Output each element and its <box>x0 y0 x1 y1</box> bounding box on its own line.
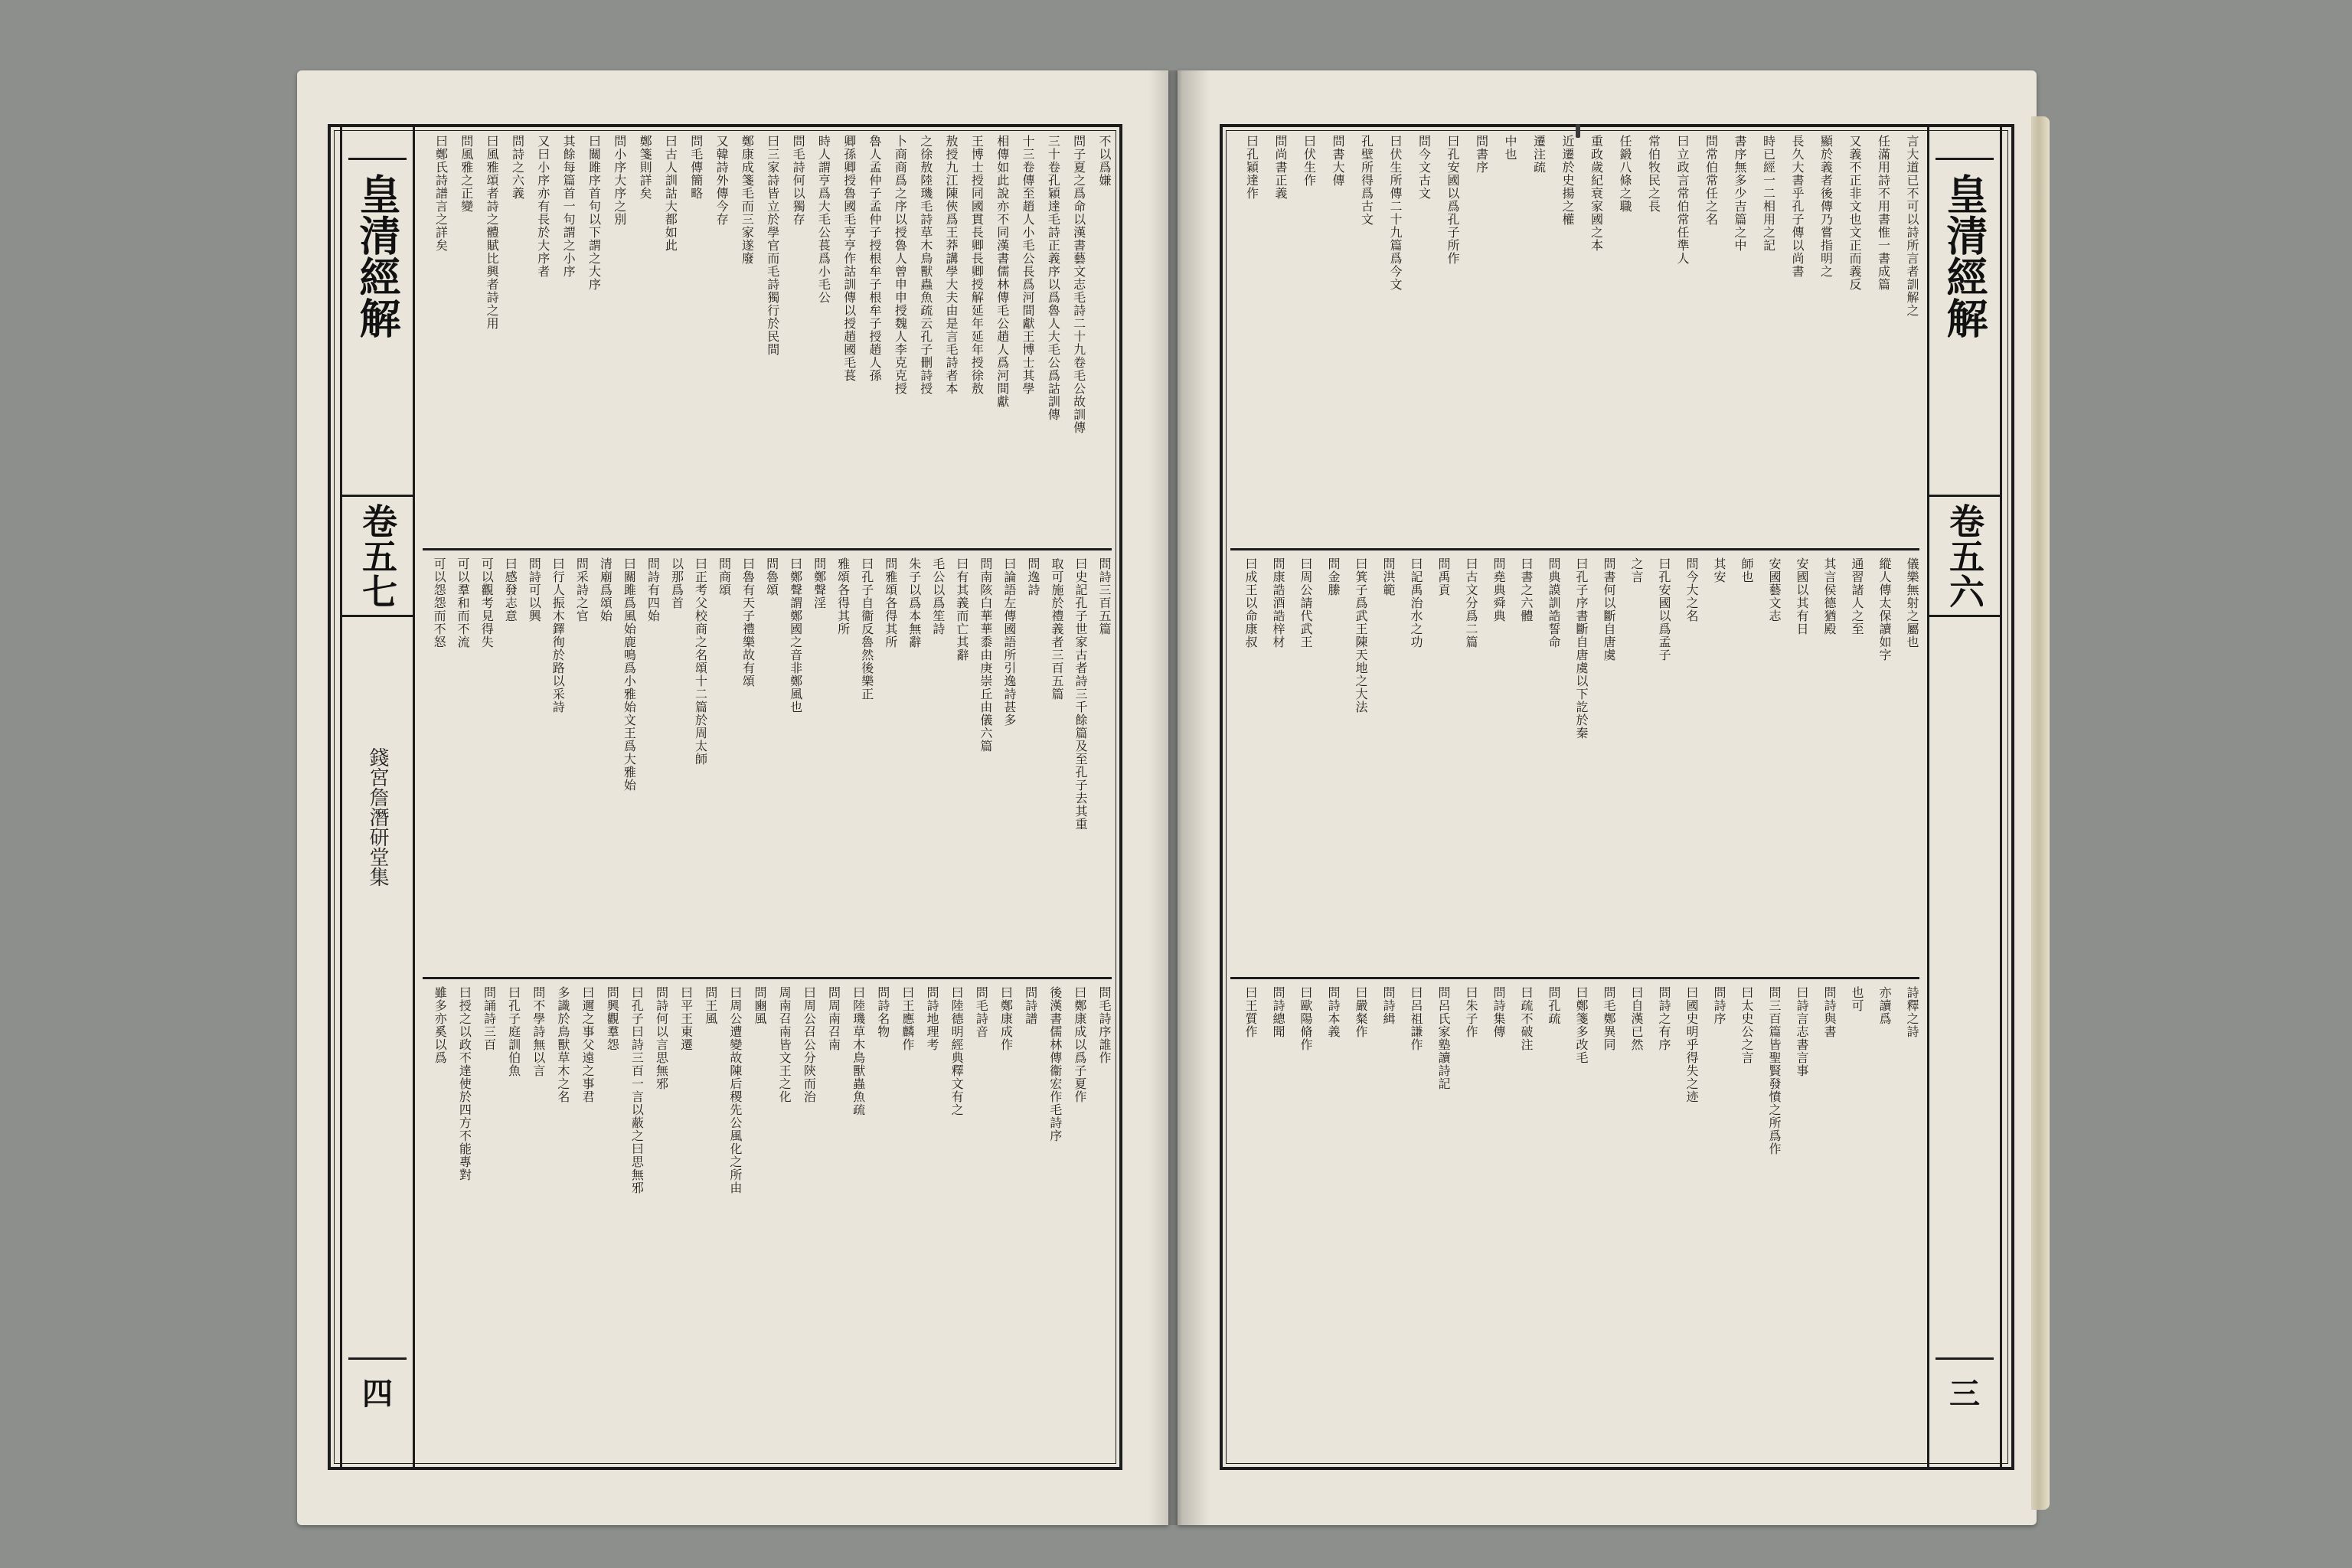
page-edges <box>2031 116 2050 1510</box>
text-column: 問孔疏 <box>1547 986 1561 1025</box>
text-column: 朱子以爲本無辭 <box>906 557 922 648</box>
text-column: 周南召南皆文王之化 <box>777 986 792 1103</box>
text-column: 曰太史公之言 <box>1740 986 1754 1064</box>
text-column: 問金縢 <box>1326 557 1341 596</box>
text-column: 曰魯有天子禮樂故有頌 <box>740 557 756 688</box>
open-book <box>297 70 2058 1548</box>
text-column: 問詩何以言思無邪 <box>654 986 669 1090</box>
text-column: 曰周公請代武王 <box>1298 557 1313 648</box>
text-column: 問王風 <box>703 986 718 1025</box>
text-column: 問毛傳簡略 <box>688 135 704 200</box>
text-column: 安國藝文志 <box>1767 557 1782 622</box>
text-column: 問詩譜 <box>1023 986 1038 1025</box>
text-column: 問采詩之官 <box>574 557 590 622</box>
text-column: 言大道已不可以詩所言者訓解之 <box>1905 135 1919 317</box>
text-column: 問書大傳 <box>1331 135 1345 187</box>
band-divider <box>1230 548 1919 550</box>
text-column: 問詩可以興 <box>527 557 542 622</box>
text-column: 又義不正非文也文正而義反 <box>1847 135 1862 291</box>
text-column: 問今大之名 <box>1684 557 1699 622</box>
right-band-bottom <box>1230 986 1919 1453</box>
text-column: 曰有其義而亡其辭 <box>954 557 969 662</box>
text-column: 縱人傳太保讀如字 <box>1877 557 1892 662</box>
text-column: 問詩地理考 <box>925 986 940 1051</box>
text-column: 曰周公召公分陝而治 <box>802 986 817 1103</box>
text-column: 問詩緝 <box>1381 986 1396 1025</box>
band-divider <box>423 548 1112 550</box>
text-column: 曰風雅頌者詩之體賦比興者詩之用 <box>485 135 500 330</box>
text-column: 問康誥酒誥梓材 <box>1271 557 1285 648</box>
text-column: 曰陸德明經典釋文有之 <box>949 986 965 1116</box>
text-column: 可以羣和而不流 <box>456 557 471 648</box>
text-column: 問呂氏家塾讀詩記 <box>1436 986 1451 1090</box>
text-column: 問風雅之正變 <box>459 135 474 213</box>
volume-label: 卷五七 <box>342 495 413 617</box>
text-column: 曰史記孔子世家古者詩三千餘篇及至孔子去其重 <box>1073 557 1088 831</box>
text-column: 曰周公遭變故陳后稷先公風化之所由 <box>727 986 743 1194</box>
text-column: 問詩與書 <box>1822 986 1837 1038</box>
text-column: 問尚書正義 <box>1273 135 1288 200</box>
text-column: 曰歐陽脩作 <box>1298 986 1313 1051</box>
text-column: 問毛詩音 <box>974 986 989 1038</box>
text-column: 鄭箋則詳矣 <box>638 135 653 200</box>
text-column: 常伯牧民之長 <box>1646 135 1661 213</box>
text-column: 顯於義者後傳乃嘗指明之 <box>1818 135 1834 278</box>
text-column: 通習諸人之至 <box>1850 557 1864 635</box>
page-number: 三 <box>1949 1376 1980 1412</box>
text-column: 曰伏生作 <box>1302 135 1317 187</box>
fish-tail-mark <box>348 1357 407 1360</box>
text-column: 曰論語左傳國語所引逸詩甚多 <box>1001 557 1017 727</box>
text-column: 雖多亦奚以爲 <box>433 986 448 1064</box>
text-column: 之言 <box>1629 557 1644 583</box>
text-column: 時已經一二相用之記 <box>1761 135 1776 252</box>
left-band-top <box>423 135 1112 541</box>
text-column: 可以怨怨而不怒 <box>432 557 447 648</box>
volume-label: 卷五六 <box>1929 495 2000 617</box>
text-column: 問南陔白華華黍由庚崇丘由儀六篇 <box>978 557 993 753</box>
text-column: 任鍛八條之職 <box>1618 135 1632 213</box>
text-column: 曰詩言志書言事 <box>1795 986 1809 1077</box>
text-column: 曰古文分爲二篇 <box>1464 557 1478 648</box>
text-column: 問逸詩 <box>1025 557 1040 596</box>
text-column: 儀樂無射之屬也 <box>1905 557 1919 648</box>
text-column: 問今文古文 <box>1416 135 1432 200</box>
text-column: 問詩三百五篇 <box>1097 557 1112 635</box>
right-page-frame <box>1220 124 2014 1470</box>
text-column: 師也 <box>1740 557 1754 583</box>
left-page-frame <box>328 124 1122 1470</box>
text-column: 曰箕子爲武王陳天地之大法 <box>1354 557 1368 714</box>
text-column: 問毛鄭異同 <box>1602 986 1616 1051</box>
text-column: 任滿用詩不用書惟一書成篇 <box>1876 135 1891 291</box>
text-column: 亦讀爲 <box>1877 986 1892 1025</box>
text-column: 曰鄭康成作 <box>998 986 1014 1051</box>
book-title: 皇清經解 <box>353 173 402 338</box>
text-column: 問雅頌各得其所 <box>883 557 898 648</box>
text-column: 近遷於史揚之權 <box>1560 135 1575 226</box>
band-divider <box>1230 977 1919 979</box>
text-column: 曰行人振木鐸徇於路以采詩 <box>550 557 566 714</box>
text-column: 問興觀羣怨 <box>605 986 620 1051</box>
left-band-bottom <box>423 986 1112 1453</box>
text-column: 問三百篇皆聖賢發憤之所爲作 <box>1767 986 1782 1155</box>
text-column: 曰王質作 <box>1243 986 1258 1038</box>
text-column: 曰立政言常伯常任準人 <box>1675 135 1690 265</box>
text-column: 可以觀考見得失 <box>479 557 495 648</box>
left-banxin <box>340 127 415 1467</box>
text-column: 安國以其有日 <box>1795 557 1809 635</box>
text-column: 曰陸璣草木鳥獸蟲魚疏 <box>851 986 866 1116</box>
text-column: 鄭康成箋毛而三家遂廢 <box>740 135 755 265</box>
text-column: 問書何以斷自唐虞 <box>1602 557 1616 662</box>
text-column: 相傳如此說亦不同漢書儒林傳毛公趙人爲河間獻 <box>995 135 1010 408</box>
text-column: 曰記禹治水之功 <box>1409 557 1423 648</box>
text-column: 曰正考父校商之名頌十二篇於周太師 <box>693 557 708 766</box>
text-column: 問詩名物 <box>875 986 890 1038</box>
text-column: 雅頌各得其所 <box>835 557 851 635</box>
text-column: 清廟爲頌始 <box>598 557 613 622</box>
band-divider <box>423 977 1112 979</box>
publisher-label: 錢宮詹潛研堂集 <box>366 747 389 887</box>
text-column: 問典謨訓誥誓命 <box>1547 557 1561 648</box>
text-column: 也可 <box>1850 986 1864 1012</box>
text-column: 遷注疏 <box>1531 135 1547 174</box>
text-column: 曰鄭箋多改毛 <box>1574 986 1589 1064</box>
text-column: 曰嚴粲作 <box>1354 986 1368 1038</box>
fish-tail-mark <box>1936 1357 1994 1360</box>
text-column: 曰關雎爲風始鹿鳴爲小雅始文王爲大雅始 <box>622 557 637 792</box>
text-column: 問詩之有序 <box>1657 986 1671 1051</box>
text-column: 曰書之六體 <box>1519 557 1534 622</box>
right-text-area <box>1230 135 1919 1459</box>
text-column: 問詩有四始 <box>645 557 661 622</box>
text-column: 多識於鳥獸草木之名 <box>555 986 570 1103</box>
text-column: 以那爲首 <box>669 557 684 609</box>
text-column: 曰疏不破注 <box>1519 986 1534 1051</box>
text-column: 曰邇之事父遠之事君 <box>580 986 596 1103</box>
text-column: 重政歲紀衰家國之本 <box>1589 135 1604 252</box>
text-column: 曰孔子庭訓伯魚 <box>506 986 521 1077</box>
text-column: 卿孫卿授魯國毛亨亨作詁訓傳以授趙國毛萇 <box>841 135 857 382</box>
text-column: 問詩本義 <box>1326 986 1341 1038</box>
book-gutter <box>1148 70 1210 1525</box>
text-column: 問鄭聲淫 <box>812 557 827 609</box>
text-column: 取可施於禮義者三百五篇 <box>1049 557 1064 701</box>
text-column: 又曰小序亦有長於大序者 <box>535 135 550 278</box>
text-column: 王博士授同國貫長卿長卿授解延年延年授徐敖 <box>969 135 985 395</box>
text-column: 問堯典舜典 <box>1491 557 1506 622</box>
text-column: 曰呂祖謙作 <box>1409 986 1423 1051</box>
text-column: 曰伏生所傳二十九篇爲今文 <box>1388 135 1403 291</box>
text-column: 書序無多少吉篇之中 <box>1733 135 1747 252</box>
text-column: 問洪範 <box>1381 557 1396 596</box>
text-column: 問書序 <box>1474 135 1489 174</box>
text-column: 毛公以爲笙詩 <box>930 557 946 635</box>
text-column: 問詩總聞 <box>1271 986 1285 1038</box>
text-column: 問常伯常任之名 <box>1704 135 1719 226</box>
page-number: 四 <box>362 1376 393 1412</box>
text-column: 問毛詩序誰作 <box>1097 986 1112 1064</box>
text-column: 不以爲嫌 <box>1097 135 1112 187</box>
text-column: 問周南召南 <box>826 986 841 1051</box>
text-column: 曰成王以命康叔 <box>1243 557 1258 648</box>
text-column: 孔壁所得爲古文 <box>1359 135 1374 226</box>
fish-tail-mark <box>1936 158 1994 160</box>
text-column: 曰鄭康成以爲子夏作 <box>1072 986 1087 1103</box>
text-column: 詩釋之詩 <box>1905 986 1919 1038</box>
text-column: 中也 <box>1503 135 1517 161</box>
text-column: 問詩序 <box>1712 986 1726 1025</box>
text-column: 問小序大序之別 <box>612 135 627 226</box>
text-column: 曰孔穎達作 <box>1244 135 1259 200</box>
text-column: 三十卷孔穎達毛詩正義序以爲魯人大毛公爲詁訓傳 <box>1046 135 1061 421</box>
text-column: 曰感發志意 <box>503 557 518 622</box>
book-title: 皇清經解 <box>1940 173 1989 338</box>
text-column: 曰孔子曰詩三百一言以蔽之曰思無邪 <box>629 986 645 1194</box>
text-column: 曰朱子作 <box>1464 986 1478 1038</box>
text-column: 其言侯德猶殿 <box>1822 557 1837 635</box>
ink-speck <box>1576 124 1580 138</box>
text-column: 曰國史明乎得失之迹 <box>1684 986 1699 1103</box>
text-column: 長久大書乎孔子傳以尚書 <box>1790 135 1805 278</box>
text-column: 曰孔子自衞反魯然後樂正 <box>859 557 874 701</box>
text-column: 問豳風 <box>753 986 768 1025</box>
text-column: 曰王應麟作 <box>900 986 915 1051</box>
text-column: 魯人孟仲子孟仲子授根牟子根牟子授趙人孫 <box>867 135 883 382</box>
text-column: 問商頌 <box>717 557 732 596</box>
text-column: 曰孔安國以爲孟子 <box>1657 557 1671 662</box>
text-column: 曰平王東遷 <box>678 986 694 1051</box>
right-band-middle <box>1230 557 1919 971</box>
text-column: 曰鄭聲謂鄭國之音非鄭風也 <box>788 557 803 714</box>
text-column: 曰關雎序首句以下謂之大序 <box>586 135 602 291</box>
text-column: 問毛詩何以獨存 <box>791 135 806 226</box>
text-column: 後漢書儒林傳衞宏作毛詩序 <box>1047 986 1063 1142</box>
text-column: 曰授之以政不達使於四方不能專對 <box>457 986 472 1181</box>
text-column: 其安 <box>1712 557 1726 583</box>
left-band-middle <box>423 557 1112 971</box>
text-column: 又韓詩外傳今存 <box>714 135 730 226</box>
text-column: 曰孔子序書斷自唐虞以下訖於秦 <box>1574 557 1589 740</box>
fish-tail-mark <box>348 158 407 160</box>
text-column: 卜商商爲之序以授魯人曾申申授魏人李克克授 <box>893 135 908 395</box>
text-column: 曰鄭氏詩譜言之詳矣 <box>433 135 449 252</box>
text-column: 曰孔安國以爲孔子所作 <box>1446 135 1460 265</box>
text-column: 問魯頌 <box>764 557 779 596</box>
text-column: 之徐敖陸璣毛詩草木鳥獸蟲魚疏云孔子刪詩授 <box>918 135 933 395</box>
text-column: 問詩之六義 <box>510 135 525 200</box>
right-banxin <box>1927 127 2002 1467</box>
text-column: 問不學詩無以言 <box>531 986 546 1077</box>
text-column: 敖授九江陳俠爲王莽講學大夫由是言毛詩者本 <box>944 135 959 395</box>
text-column: 曰三家詩皆立於學官而毛詩獨行於民間 <box>765 135 780 356</box>
text-column: 問子夏之爲命以漢書藝文志毛詩二十九卷毛公故訓傳 <box>1071 135 1086 434</box>
text-column: 曰自漢已然 <box>1629 986 1644 1051</box>
right-band-top <box>1230 135 1919 541</box>
text-column: 曰古人訓詁大都如此 <box>663 135 678 252</box>
left-text-area <box>423 135 1112 1459</box>
text-column: 問誦詩三百 <box>482 986 497 1051</box>
text-column: 問詩集傳 <box>1491 986 1506 1038</box>
text-column: 時人謂亨爲大毛公萇爲小毛公 <box>816 135 831 304</box>
text-column: 其餘每篇首一句謂之小序 <box>561 135 577 278</box>
text-column: 問禹貢 <box>1436 557 1451 596</box>
text-column: 十三卷傳至趙人小毛公長爲河間獻王博士其學 <box>1021 135 1036 395</box>
